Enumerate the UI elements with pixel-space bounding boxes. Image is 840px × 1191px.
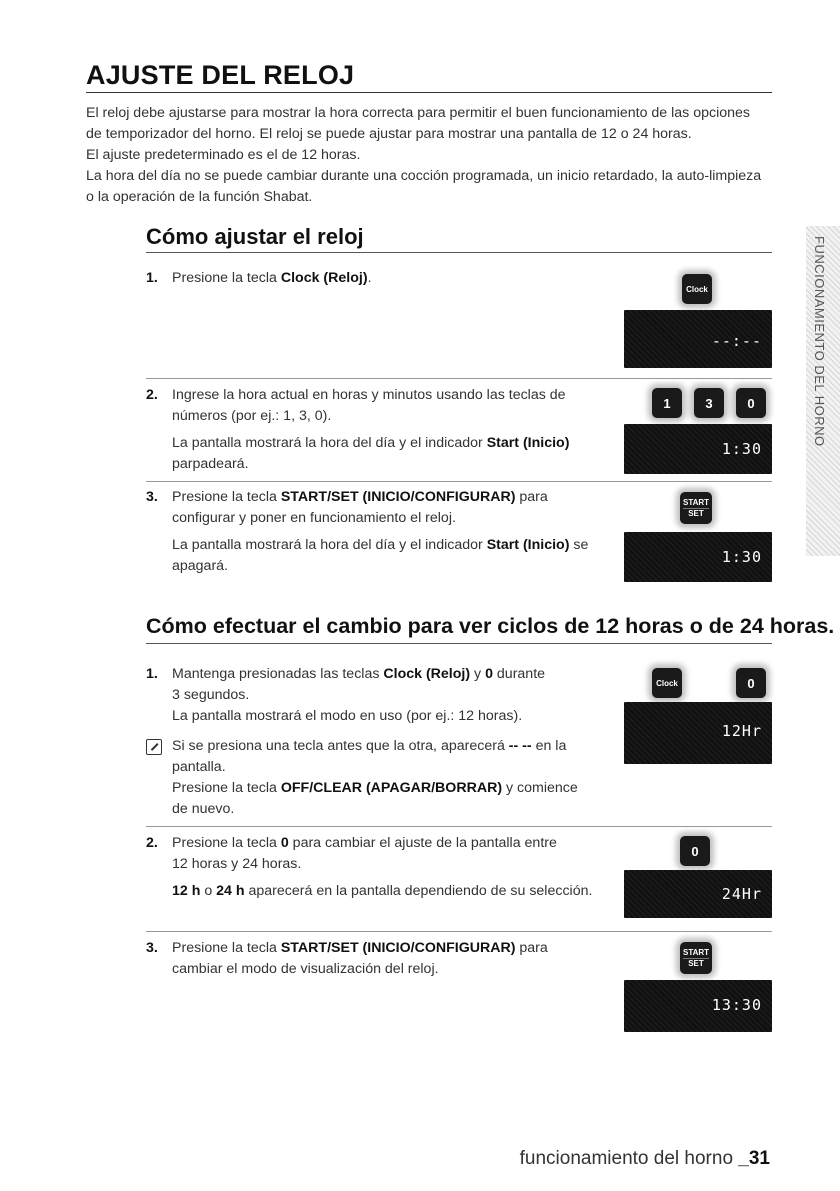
display-panel [624,424,772,474]
text: para [515,940,548,956]
text: cambiar el modo de visualización del reloj. [172,961,439,977]
step-divider [146,378,772,379]
text: parpadeará. [172,456,249,472]
step-number: 3. [146,489,158,505]
intro-text [86,103,776,208]
dashes-label: -- -- [508,738,532,754]
start-set-key-label: START/SET (INICIO/CONFIGURAR) [280,489,516,505]
display-readout: 12Hr [721,722,762,740]
page-footer [470,1148,770,1170]
start-set-key-label: START/SET (INICIO/CONFIGURAR) [280,940,516,956]
page-title: AJUSTE DEL RELOJ [86,60,355,90]
set-label: SET [683,508,709,519]
24h-label: 24 h [216,883,245,899]
text: Si se presiona una tecla antes que la otra, aparecerá [172,738,509,754]
step-divider [146,826,772,827]
text: . [367,270,372,286]
step-divider [146,931,772,932]
number-0-key-icon: 0 [680,836,710,866]
s2-step-2 [146,833,626,913]
s2-step-3 [146,938,626,988]
text: 3 segundos. [172,687,250,703]
note [146,736,626,826]
number-0-key-icon: 0 [736,388,766,418]
footer-text: funcionamiento del horno [519,1148,739,1169]
clock-key-icon: Clock [682,274,712,304]
number-1-key-icon: 1 [652,388,682,418]
section2-heading: Cómo efectuar el cambio para ver ciclos de 12 horas o de 24 horas. [146,614,835,638]
text: 12 horas y 24 horas. [172,856,302,872]
intro-line: El reloj debe ajustarse para mostrar la hora correcta para permitir el buen funcionamiento de las opciones [86,105,751,121]
display-panel [624,702,772,764]
section2-rule [146,643,772,644]
12h-label: 12 h [172,883,201,899]
start-set-key-icon [680,942,712,974]
display-readout: 1:30 [721,548,762,566]
start-indicator-label: Start (Inicio) [486,537,570,553]
text: Presione la tecla [172,780,281,796]
step-number: 2. [146,387,158,403]
intro-line: de temporizador del horno. El reloj se puede ajustar para mostrar una pantalla de 12 o 24 horas. [86,126,692,142]
start-label: START [683,497,710,507]
off-clear-key-label: OFF/CLEAR (APAGAR/BORRAR) [280,780,503,796]
display-readout: 13:30 [711,996,762,1014]
note-icon [146,739,162,755]
s1-step-3 [146,487,616,583]
number-3-key-icon: 3 [694,388,724,418]
display-panel [624,980,772,1032]
text: para [515,489,548,505]
display-panel [624,310,772,368]
step-number: 1. [146,666,158,682]
number-0-key-icon: 0 [736,668,766,698]
text: Ingrese la hora actual en horas y minutos usando las teclas de [172,387,566,403]
text: Mantenga presionadas las teclas [172,666,384,682]
text: y [470,666,486,682]
text: se [569,537,589,553]
display-panel [624,870,772,918]
text: apagará. [172,558,229,574]
s1-step-1 [146,268,616,298]
text: Presione la tecla [172,940,281,956]
text: aparecerá en la pantalla dependiendo de su selección. [244,883,593,899]
title-rule [86,92,772,93]
zero-key-label: 0 [280,835,289,851]
start-set-key-icon [680,492,712,524]
text: La pantalla mostrará la hora del día y el indicador [172,537,487,553]
display-readout: 24Hr [721,885,762,903]
intro-line: o la operación de la función Shabat. [86,189,313,205]
text: pantalla. [172,759,226,775]
text: La pantalla mostrará el modo en uso (por ej.: 12 horas). [172,708,523,724]
text: para cambiar el ajuste de la pantalla entre [288,835,557,851]
intro-line: La hora del día no se puede cambiar durante una cocción programada, un inicio retardado, la auto-limpieza [86,168,762,184]
text: Presione la tecla [172,270,281,286]
text: en la [531,738,567,754]
clock-key-label: Clock (Reloj) [383,666,471,682]
step-number: 3. [146,940,158,956]
display-panel [624,532,772,582]
text: Presione la tecla [172,489,281,505]
start-indicator-label: Start (Inicio) [486,435,570,451]
text: Presione la tecla [172,835,281,851]
text: La pantalla mostrará la hora del día y el indicador [172,435,487,451]
text: configurar y poner en funcionamiento el reloj. [172,510,456,526]
text: números (por ej.: 1, 3, 0). [172,408,332,424]
display-readout: --:-- [711,332,762,350]
display-readout: 1:30 [721,440,762,458]
clock-key-icon: Clock [652,668,682,698]
start-label: START [683,947,710,957]
side-tab-label: FUNCIONAMIENTO DEL HORNO [812,236,827,447]
page-number: _31 [738,1148,770,1169]
step-number: 2. [146,835,158,851]
section1-heading: Cómo ajustar el reloj [146,224,364,249]
zero-key-label: 0 [485,666,493,682]
text: durante [492,666,546,682]
text: y comience [502,780,578,796]
s1-step-2 [146,385,616,481]
step-number: 1. [146,270,158,286]
text: de nuevo. [172,801,235,817]
intro-line: El ajuste predeterminado es el de 12 horas. [86,147,361,163]
step-divider [146,481,772,482]
section1-rule [146,252,772,253]
set-label: SET [683,958,709,969]
clock-key-label: Clock (Reloj) [280,270,368,286]
text: o [200,883,217,899]
